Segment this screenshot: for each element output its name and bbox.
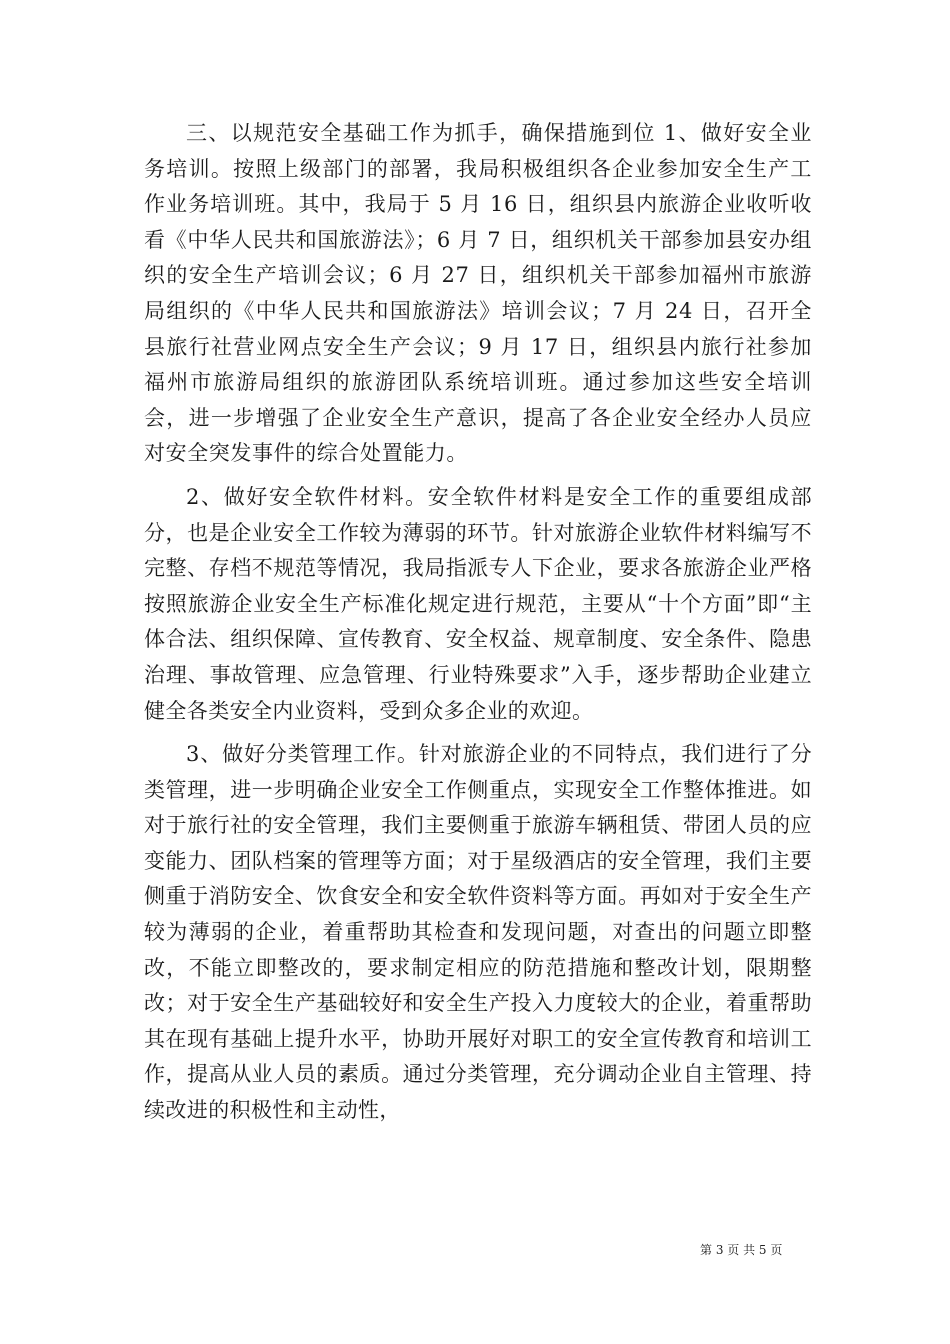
- paragraph-classified-management: 3、做好分类管理工作。针对旅游企业的不同特点，我们进行了分类管理，进一步明确企业安全工作侧重点，实现安全工作整体推进。如对于旅行社的安全管理，我们主要侧重于旅游车辆租赁、带团人员的应变能力、团队档案的管理等方面；对于星级酒店的安全管理，我们主要侧重于消防安全、饮食安全和安全软件资料等方面。再如对于安全生产较为薄弱的企业，着重帮助其检查和发现问题，对查出的问题立即整改，不能立即整改的，要求制定相应的防范措施和整改计划，限期整改；对于安全生产基础较好和安全生产投入力度较大的企业，着重帮助其在现有基础上提升水平，协助开展好对职工的安全宣传教育和培训工作，提高从业人员的素质。通过分类管理，充分调动企业自主管理、持续改进的积极性和主动性，: [144, 742, 812, 1123]
- paragraph-training: 三、以规范安全基础工作为抓手，确保措施到位 1、做好安全业务培训。按照上级部门的部署，我局积极组织各企业参加安全生产工作业务培训班。其中，我局于 5 月 16 日，组织县内旅游企业收听收看《中华人民共和国旅游法》；6 月 7 日，组织机关干部参加县安办组织的安全生产培训会议；6 月 27 日，组织机关干部参加福州市旅游局组织的《中华人民共和国旅游法》培训会议；7 月 24 日，召开全县旅行社营业网点安全生产会议；9 月 17 日，组织县内旅行社参加福州市旅游局组织的旅游团队系统培训班。通过参加这些安全培训会，进一步增强了企业安全生产意识，提高了各企业安全经办人员应对安全突发事件的综合处置能力。: [144, 121, 812, 466]
- paragraph-software-materials: 2、做好安全软件材料。安全软件材料是安全工作的重要组成部分，也是企业安全工作较为薄弱的环节。针对旅游企业软件材料编写不完整、存档不规范等情况，我局指派专人下企业，要求各旅游企业严格按照旅游企业安全生产标准化规定进行规范，主要从“十个方面”即“主体合法、组织保障、宣传教育、安全权益、规章制度、安全条件、隐患治理、事故管理、应急管理、行业特殊要求”入手，逐步帮助企业建立健全各类安全内业资料，受到众多企业的欢迎。: [144, 484, 812, 723]
- page-number-footer: 第 3 页 共 5 页: [700, 1243, 783, 1257]
- document-body: [144, 116, 812, 1137]
